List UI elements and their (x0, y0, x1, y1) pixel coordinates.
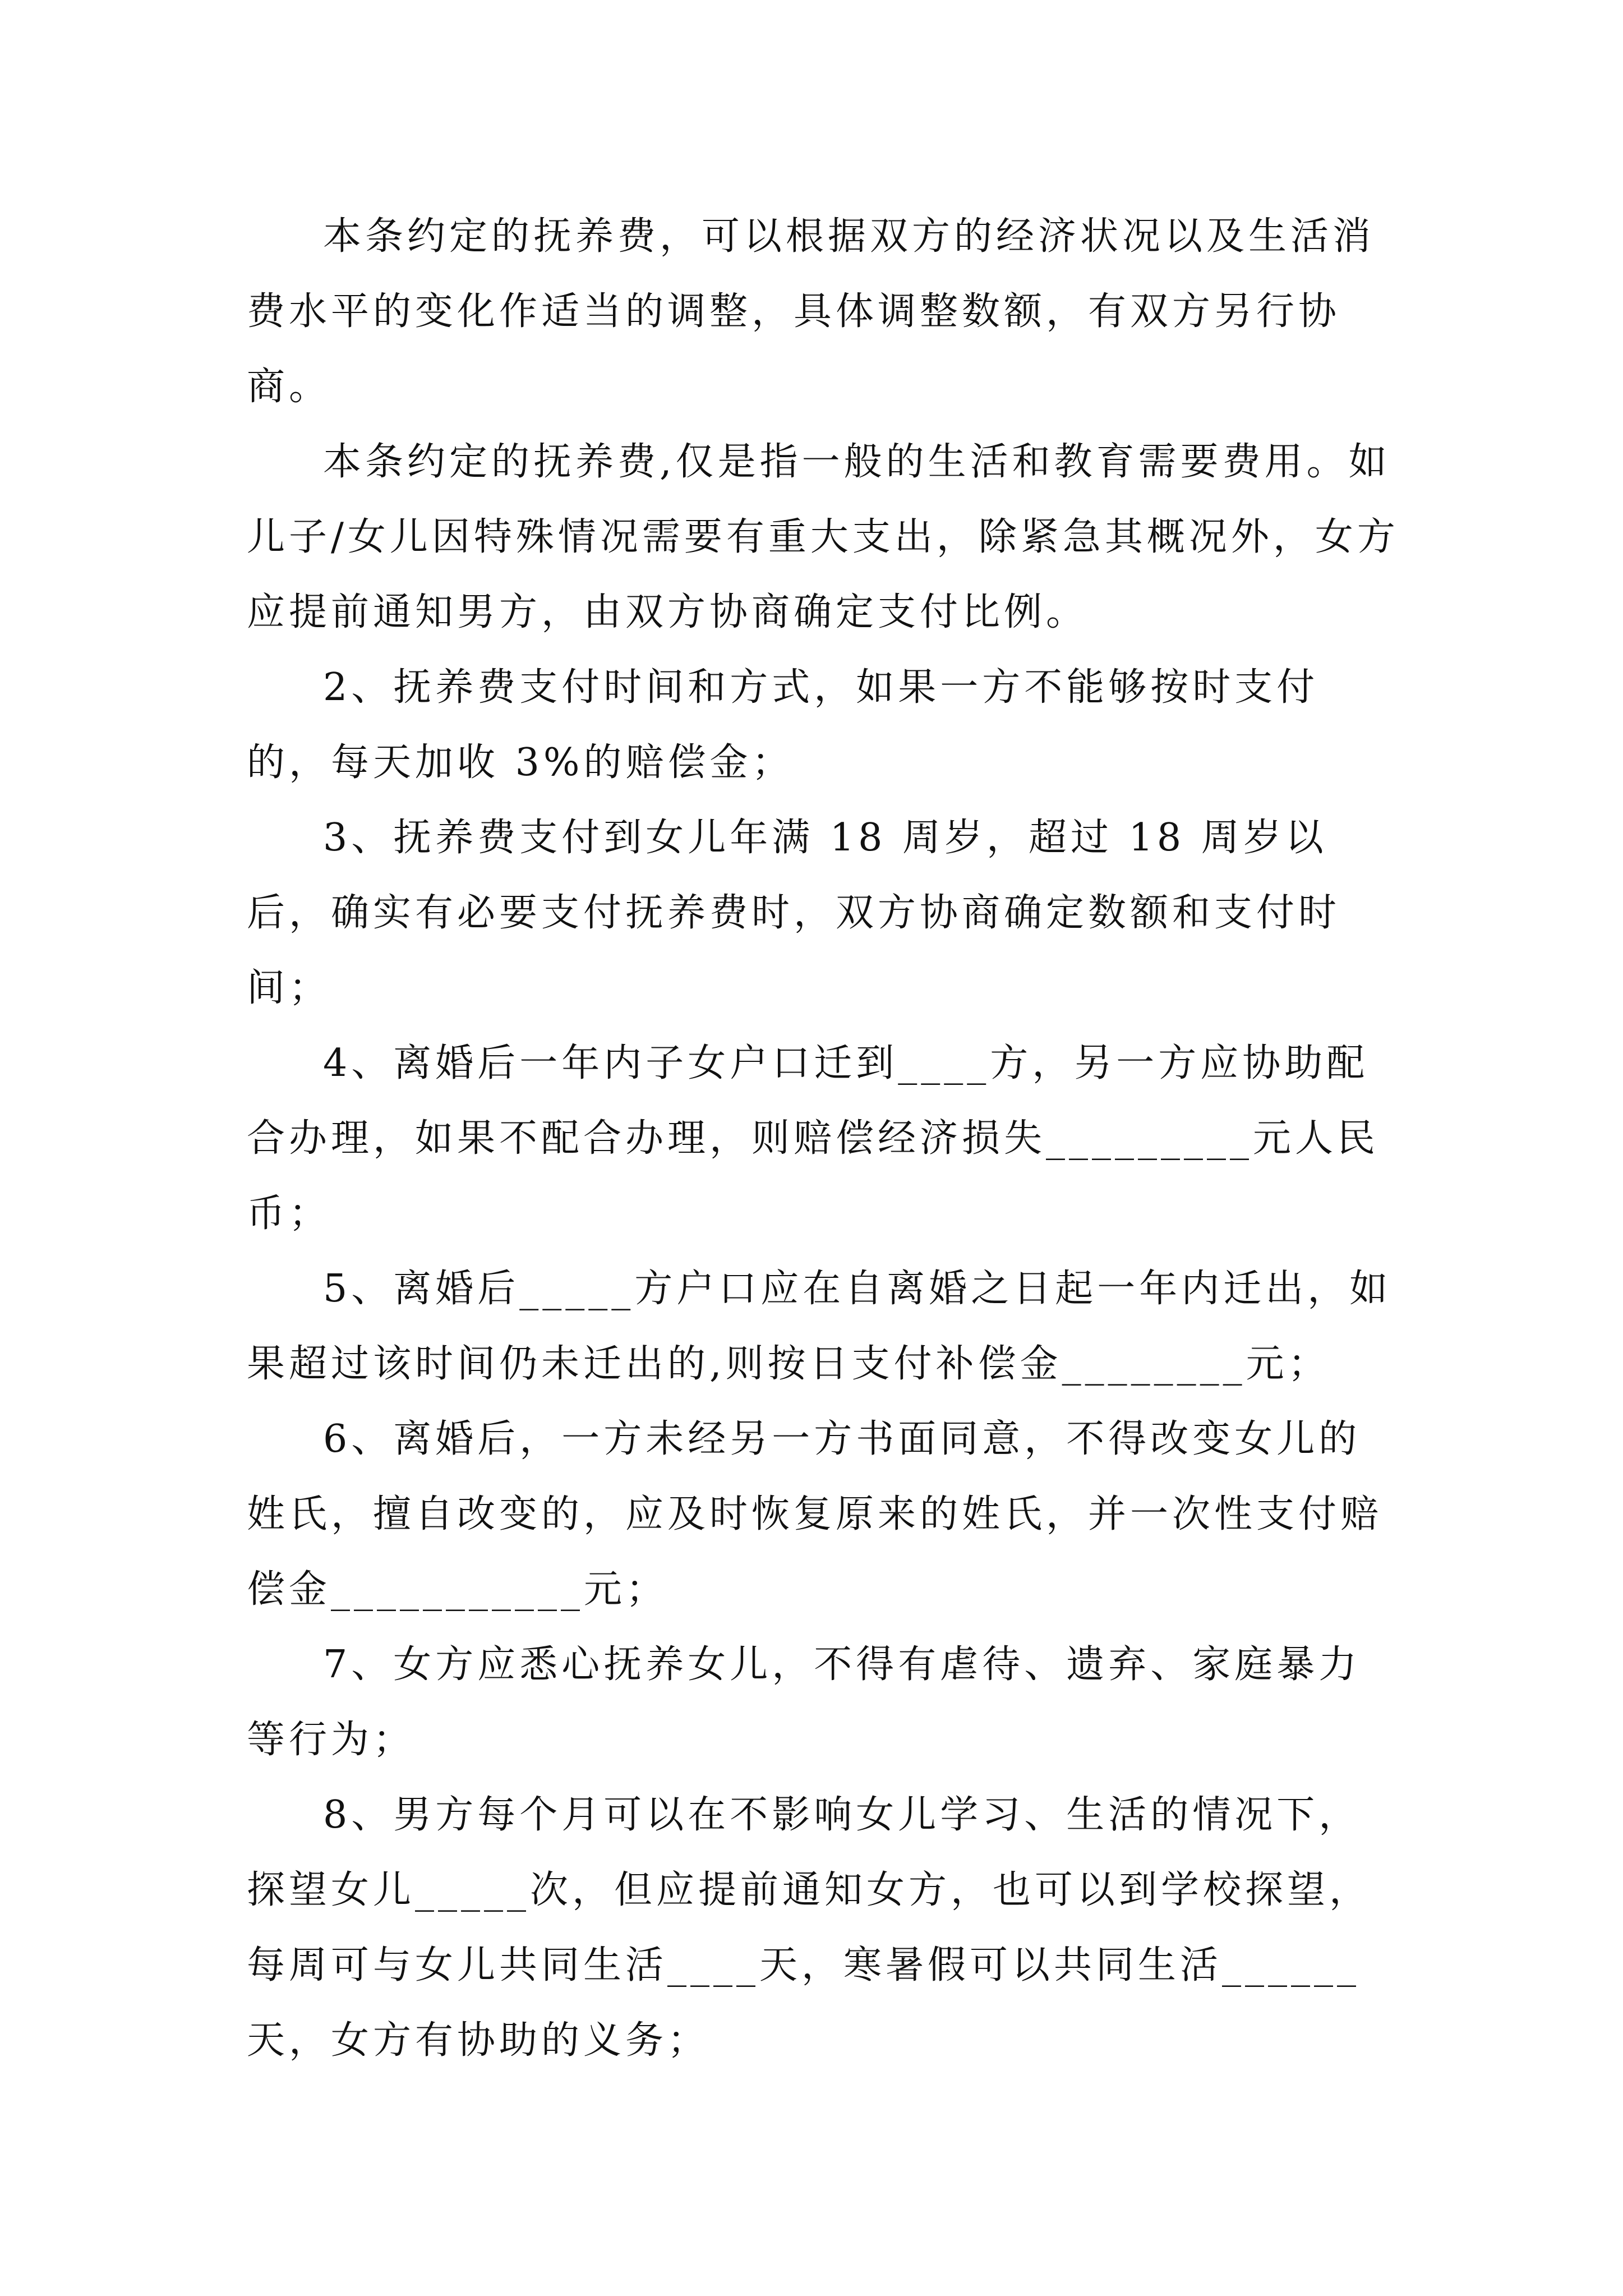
paragraph-support-adjustment: 本条约定的抚养费，可以根据双方的经济状况以及生活消费水平的变化作适当的调整，具体调整数额，有双方另行协商。 (247, 214, 1375, 409)
document-body (247, 199, 1402, 2078)
clause-6-surname: 6、离婚后，一方未经另一方书面同意，不得改变女儿的姓氏，擅自改变的，应及时恢复原来的姓氏，并一次性支付赔偿金___________元； (247, 1417, 1383, 1612)
clause-4-household-registration: 4、离婚后一年内子女户口迁到____方，另一方应协助配合办理，如果不配合办理，则赔偿经济损失_________元人民币； (247, 1041, 1380, 1236)
clause-3-payment-until-18: 3、抚养费支付到女儿年满 18 周岁，超过 18 周岁以后，确实有必要支付抚养费时，双方协商确定数额和支付时间； (247, 816, 1341, 1010)
paragraph-support-scope: 本条约定的抚养费,仅是指一般的生活和教育需要费用。如儿子/女儿因特殊情况需要有重大支出，除紧急其概况外，女方应提前通知男方，由双方协商确定支付比例。 (247, 440, 1399, 634)
clause-7-care: 7、女方应悉心抚养女儿，不得有虐待、遗弃、家庭暴力等行为； (247, 1642, 1361, 1762)
clause-2-payment-time: 2、抚养费支付时间和方式，如果一方不能够按时支付的，每天加收 3%的赔偿金； (247, 665, 1319, 785)
clause-8-visitation: 8、男方每个月可以在不影响女儿学习、生活的情况下，探望女儿_____次，但应提前通知女方，也可以到学校探望，每周可与女儿共同生活____天，寒暑假可以共同生活______天，女方有协助的义务； (247, 1793, 1372, 2063)
clause-5-move-out: 5、离婚后_____方户口应在自离婚之日起一年内迁出，如果超过该时间仍未迁出的,则按日支付补偿金________元； (247, 1267, 1392, 1386)
